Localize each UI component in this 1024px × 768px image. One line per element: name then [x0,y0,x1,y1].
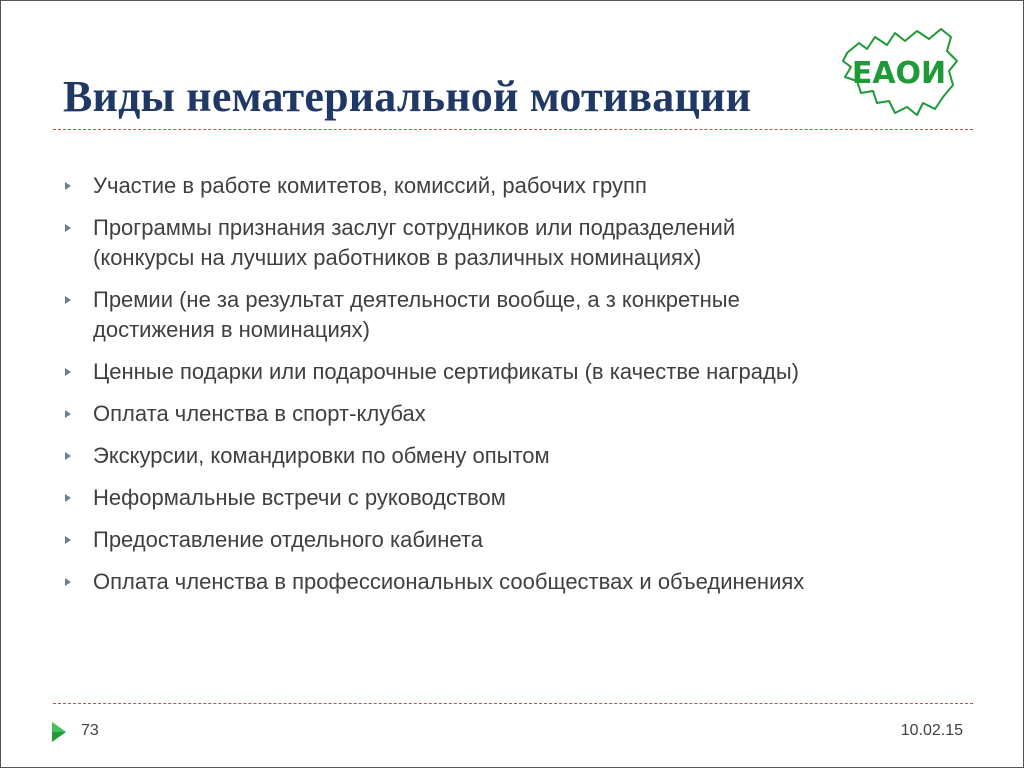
bullet-arrow-icon [61,219,75,237]
bullet-item [61,483,961,513]
bullet-arrow-icon [61,363,75,381]
eaoi-logo [837,23,961,121]
bullet-arrow-icon [61,447,75,465]
bullet-text-line: Участие в работе комитетов, комиссий, рабочих групп [93,173,647,198]
green-play-arrow-icon[interactable] [51,721,67,743]
slide-date: 10.02.15 [900,722,963,739]
bullet-arrow-icon [61,177,75,195]
bullet-text-line: Предоставление отдельного кабинета [93,527,483,552]
bullet-item [61,399,961,429]
slide-title: Виды нематериальной мотивации [63,72,752,121]
bullet-text-line: Премии (не за результат деятельности вообще, а з конкретные [93,287,740,312]
footer-divider [53,703,973,704]
bullet-item [61,285,961,345]
bullet-arrow-icon [61,291,75,309]
bullet-item [61,525,961,555]
bullet-text-line: Ценные подарки или подарочные сертификаты (в качестве награды) [93,359,799,384]
bullet-arrow-icon [61,573,75,591]
bullet-text-line: Оплата членства в профессиональных сообществах и объединениях [93,569,805,594]
bullet-item [61,567,961,597]
page-number: 73 [81,722,99,739]
bullet-item [61,441,961,471]
logo-text: ЕАОИ [851,56,947,91]
bullet-text-line: Неформальные встречи с руководством [93,485,506,510]
bullet-text-line: достижения в номинациях) [93,317,370,342]
bullet-text-line: Экскурсии, командировки по обмену опытом [93,443,550,468]
bullet-arrow-icon [61,489,75,507]
bullet-item [61,171,961,201]
bullet-text-line: Оплата членства в спорт-клубах [93,401,426,426]
bullet-text-line: (конкурсы на лучших работников в различных номинациях) [93,245,702,270]
bullet-item [61,357,961,387]
bullet-item [61,213,961,273]
bullet-arrow-icon [61,531,75,549]
bullet-arrow-icon [61,405,75,423]
title-divider [53,129,973,130]
bullet-list [61,171,961,609]
bullet-text-line: Программы признания заслуг сотрудников или подразделений [93,215,736,240]
